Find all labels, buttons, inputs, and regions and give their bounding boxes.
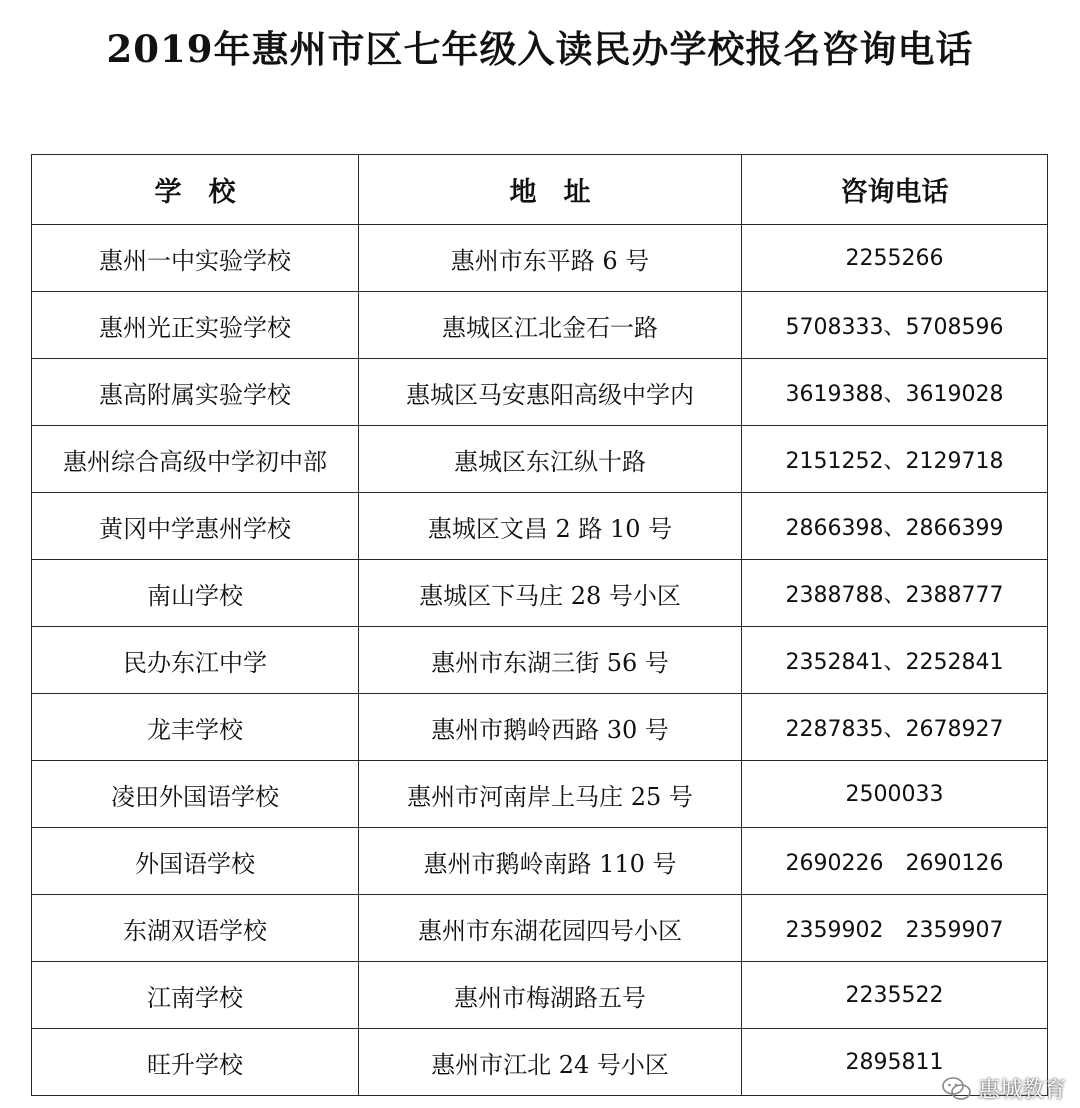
school-cell: 民办东江中学 xyxy=(32,627,359,694)
school-cell: 东湖双语学校 xyxy=(32,895,359,962)
phone-cell: 2388788、2388777 xyxy=(742,560,1048,627)
phone-cell: 2895811 xyxy=(742,1029,1048,1096)
school-cell: 惠州光正实验学校 xyxy=(32,292,359,359)
phone-cell: 3619388、3619028 xyxy=(742,359,1048,426)
phone-cell: 2500033 xyxy=(742,761,1048,828)
page-title: 2019年惠州市区七年级入读民办学校报名咨询电话 xyxy=(106,27,974,71)
table-row xyxy=(32,292,1048,359)
table-row xyxy=(32,694,1048,761)
school-cell: 南山学校 xyxy=(32,560,359,627)
wechat-icon xyxy=(942,1076,972,1102)
table-body xyxy=(32,225,1048,1096)
address-cell: 惠城区下马庄 28 号小区 xyxy=(359,560,742,627)
school-cell: 惠州综合高级中学初中部 xyxy=(32,426,359,493)
table-row xyxy=(32,359,1048,426)
phone-cell: 2866398、2866399 xyxy=(742,493,1048,560)
table-row xyxy=(32,627,1048,694)
school-cell: 外国语学校 xyxy=(32,828,359,895)
phone-cell: 2359902 2359907 xyxy=(742,895,1048,962)
school-contact-table xyxy=(31,154,1048,1096)
address-cell: 惠州市鹅岭南路 110 号 xyxy=(359,828,742,895)
address-cell: 惠州市东平路 6 号 xyxy=(359,225,742,292)
watermark-text: 惠城教育 xyxy=(977,1078,1066,1103)
school-cell: 黄冈中学惠州学校 xyxy=(32,493,359,560)
school-cell: 旺升学校 xyxy=(32,1029,359,1096)
school-cell: 惠高附属实验学校 xyxy=(32,359,359,426)
table-row xyxy=(32,962,1048,1029)
address-cell: 惠城区马安惠阳高级中学内 xyxy=(359,359,742,426)
table-row xyxy=(32,1029,1048,1096)
school-cell: 龙丰学校 xyxy=(32,694,359,761)
table-row xyxy=(32,761,1048,828)
table-row xyxy=(32,493,1048,560)
phone-cell: 2690226 2690126 xyxy=(742,828,1048,895)
address-cell: 惠城区文昌 2 路 10 号 xyxy=(359,493,742,560)
table-row xyxy=(32,426,1048,493)
table-row xyxy=(32,828,1048,895)
watermark xyxy=(942,1073,1066,1104)
table-header-row xyxy=(32,155,1048,225)
phone-cell: 2287835、2678927 xyxy=(742,694,1048,761)
header-address: 地 址 xyxy=(359,155,742,225)
address-cell: 惠城区东江纵十路 xyxy=(359,426,742,493)
phone-cell: 2151252、2129718 xyxy=(742,426,1048,493)
header-phone: 咨询电话 xyxy=(742,155,1048,225)
table-row xyxy=(32,560,1048,627)
phone-cell: 5708333、5708596 xyxy=(742,292,1048,359)
phone-cell: 2255266 xyxy=(742,225,1048,292)
address-cell: 惠州市江北 24 号小区 xyxy=(359,1029,742,1096)
address-cell: 惠州市河南岸上马庄 25 号 xyxy=(359,761,742,828)
header-school: 学 校 xyxy=(32,155,359,225)
phone-cell: 2352841、2252841 xyxy=(742,627,1048,694)
address-cell: 惠州市东湖三街 56 号 xyxy=(359,627,742,694)
school-cell: 江南学校 xyxy=(32,962,359,1029)
table-row xyxy=(32,895,1048,962)
school-cell: 惠州一中实验学校 xyxy=(32,225,359,292)
address-cell: 惠州市鹅岭西路 30 号 xyxy=(359,694,742,761)
school-cell: 凌田外国语学校 xyxy=(32,761,359,828)
address-cell: 惠州市梅湖路五号 xyxy=(359,962,742,1029)
table-row xyxy=(32,225,1048,292)
phone-cell: 2235522 xyxy=(742,962,1048,1029)
address-cell: 惠城区江北金石一路 xyxy=(359,292,742,359)
address-cell: 惠州市东湖花园四号小区 xyxy=(359,895,742,962)
